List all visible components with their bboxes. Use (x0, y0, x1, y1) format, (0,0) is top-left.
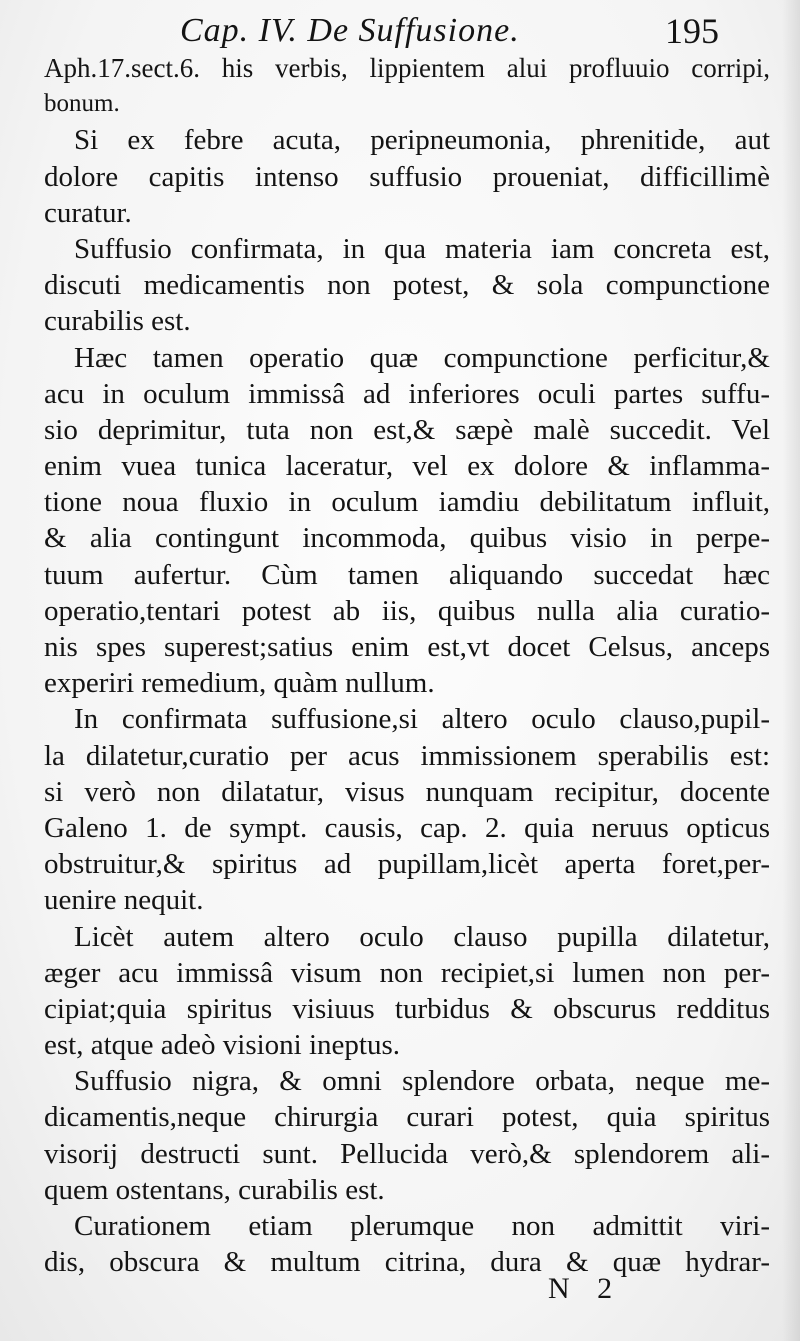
text-line: curatur. (44, 196, 132, 229)
text-line: si verò non dilatatur, visus nunquam recipitur, docente (44, 775, 770, 808)
text-line: Licèt autem altero oculo clauso pupilla dilatetur, (74, 920, 770, 953)
text-line: la dilatetur,curatio per acus immissionem sperabilis est: (44, 739, 770, 772)
text-line: Hæc tamen operatio quæ compunctione perficitur,& (74, 341, 770, 374)
text-line: cipiat;quia spiritus visiuus turbidus & obscurus redditus (44, 992, 770, 1025)
text-line: Curationem etiam plerumque non admittit viri- (74, 1210, 770, 1242)
text-line: sio deprimitur, tuta non est,& sæpè malè succedit. Vel (44, 413, 770, 446)
body-text (44, 50, 770, 1280)
text-line: In confirmata suffusione,si altero oculo clauso,pupil- (74, 703, 770, 736)
text-line: bonum. (44, 90, 120, 118)
text-line: Suffusio confirmata, in qua materia iam concreta est, (74, 232, 770, 265)
text-line: obstruitur,& spiritus ad pupillam,licèt aperta foret,per- (44, 848, 770, 881)
text-line: est, atque adeò visioni ineptus. (44, 1029, 400, 1062)
text-line: quem ostentans, curabilis est. (44, 1173, 385, 1206)
text-line: Galeno 1. de sympt. causis, cap. 2. quia neruus opticus (44, 811, 770, 844)
text-line: & alia contingunt incommoda, quibus visio in perpe- (44, 522, 770, 555)
text-line: Aph.17.sect.6. his verbis, lippientem alui profluuio corripi, (44, 53, 770, 83)
text-line: Suffusio nigra, & omni splendore orbata, neque me- (74, 1065, 770, 1098)
text-line: enim vuea tunica laceratur, vel ex dolore & inflamma- (44, 450, 770, 483)
text-line: Si ex febre acuta, peripneumonia, phrenitide, aut (74, 124, 770, 157)
text-line: experiri remedium, quàm nullum. (44, 667, 435, 700)
text-line: nis spes superest;satius enim est,vt docet Celsus, anceps (44, 631, 770, 663)
text-line: dolore capitis intenso suffusio proueniat, difficillimè (44, 160, 770, 193)
page-edge-shadow (782, 0, 800, 1341)
page-number: 195 (665, 11, 719, 51)
text-line: acu in oculum immissâ ad inferiores oculi partes suffu- (44, 377, 770, 410)
text-line: tuum aufertur. Cùm tamen aliquando succedat hæc (44, 558, 770, 591)
text-line: tione noua fluxio in oculum iamdiu debilitatum influit, (44, 486, 770, 519)
text-line: operatio,tentari potest ab iis, quibus nulla alia curatio- (44, 594, 770, 627)
signature-mark: N 2 (548, 1272, 623, 1305)
text-line: dicamentis,neque chirurgia curari potest, quia spiritus (44, 1101, 770, 1134)
text-line: æger acu immissâ visum non recipiet,si lumen non per- (44, 956, 770, 989)
text-line: dis, obscura & multum citrina, dura & quæ hydrar- (44, 1246, 770, 1279)
text-line: visorij destructi sunt. Pellucida verò,& splendorem ali- (44, 1137, 770, 1170)
text-line: uenire nequit. (44, 884, 204, 917)
text-line: curabilis est. (44, 305, 191, 338)
text-line: discuti medicamentis non potest, & sola compunctione (44, 269, 770, 302)
running-head: Cap. IV. De Suffusione. (180, 12, 520, 49)
